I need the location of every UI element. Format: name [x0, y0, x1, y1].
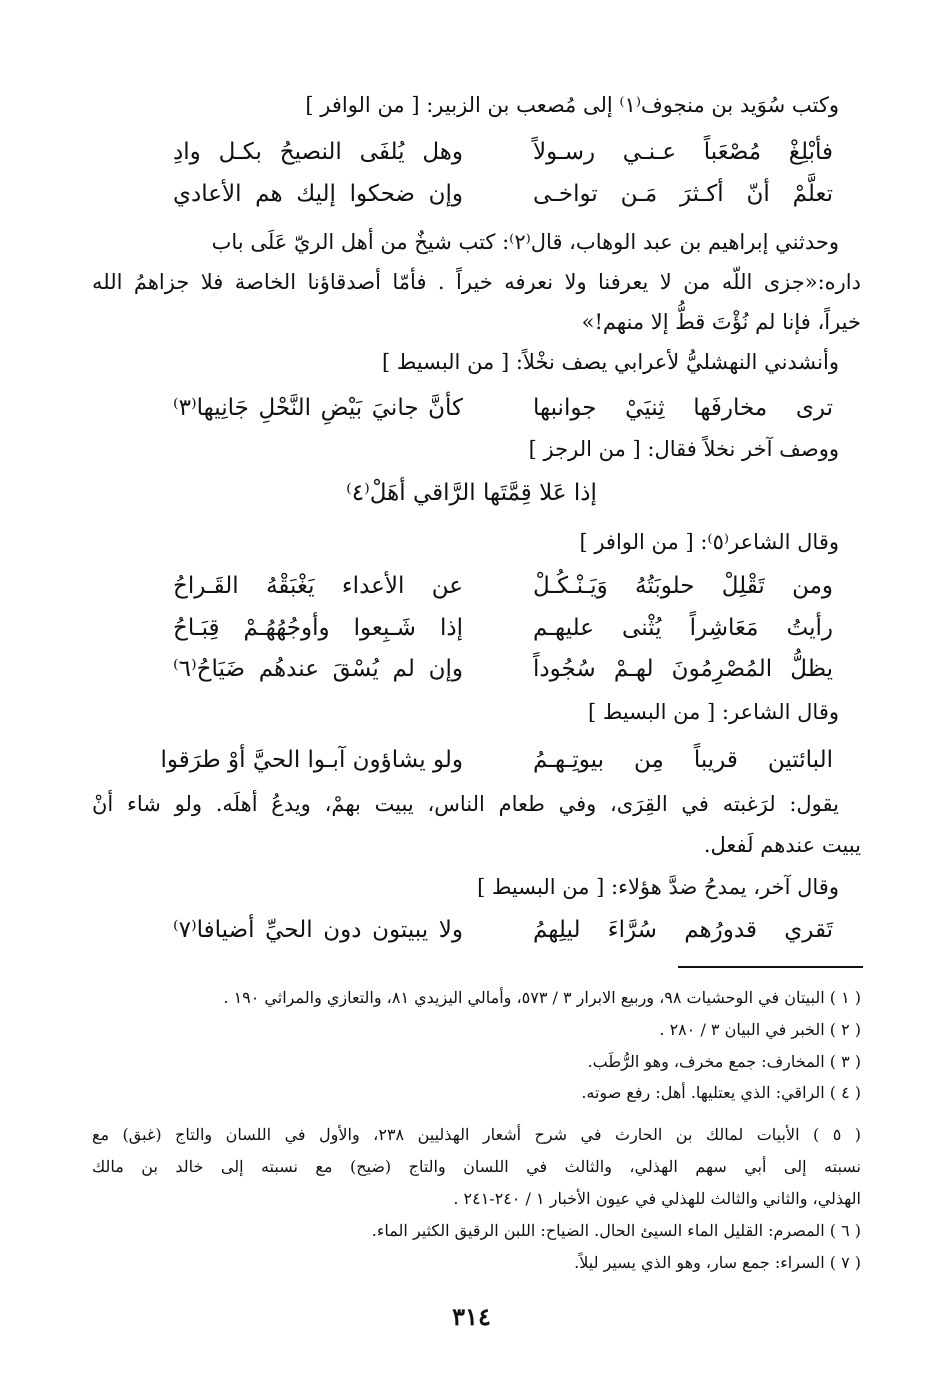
intro-line-5: وقال الشاعر: [ من البسيط ]: [588, 700, 839, 724]
footnote-7: ( ٧ ) السراء: جمع سار، وهو الذي يسير ليلاً.: [574, 1253, 861, 1272]
intro-line-3: ووصف آخر نخلاً فقال: [ من الرجز ]: [528, 437, 839, 461]
page-number: ٣١٤: [452, 1302, 491, 1331]
verse-7-second-hemistich: وإن لم يُسْقَ عندهُم ضَيَاحُ⁽٦⁾: [173, 656, 463, 682]
verse-6-first-hemistich: رأيتُ مَعَاشِراً يُثْنى عليهـم: [533, 615, 833, 641]
verse-8-first-hemistich: البائتين قريباً مِن بيوتِـهـمُ: [533, 747, 833, 773]
verse-1-second-hemistich: وهل يُلفَى النصيحُ بكـل وادِ: [173, 139, 463, 165]
footnote-separator: [678, 966, 863, 968]
verse-9-second-hemistich: ولا يبيتون دون الحيِّ أضيافا⁽٧⁾: [173, 917, 463, 943]
verse-4-rajaz: إذا عَلا قِمَّتَها الرَّاقي أهَلْ⁽٤⁾: [346, 480, 597, 506]
verse-5-second-hemistich: عن الأعداء يَغْبَقْهُ القَـراحُ: [173, 573, 463, 599]
verse-3-second-hemistich: كأنَّ جانيَ بَيْضِ النَّحْلِ جَانِيها⁽٣⁾: [173, 395, 463, 421]
footnote-5-line-1: ( ٥ ) الأبيات لمالك بن الحارث في شرح أشعار الهذليين ٢٣٨، والأول في اللسان والتاج (غبق) مع: [92, 1125, 862, 1144]
footnote-3: ( ٣ ) المخارف: جمع مخرف، وهو الرُّطَب.: [587, 1052, 861, 1071]
verse-2-first-hemistich: تعلَّمْ أنّ أكـثرَ مَـن تواخـى: [533, 181, 833, 207]
intro-line-2: وأنشدني النهشليُّ لأعرابي يصف نخْلاً: [ من البسيط ]: [381, 350, 839, 374]
verse-3-first-hemistich: ترى مخارفَها ثِنيَيْ جوانبها: [533, 395, 833, 421]
prose-line-4: يقول: لرَغبته في القِرَى، وفي طعام الناس، يبيت بهمْ، ويدعُ أهلَه. ولو شاء أنْ: [92, 792, 839, 816]
verse-1-first-hemistich: فأبْلِغْ مُصْعَباً عـنـي رسـولاً: [533, 139, 833, 165]
prose-line-3: خيراً، فإنا لم نُؤْتَ قطُّ إلا منهم!»: [581, 310, 861, 334]
verse-7-first-hemistich: يظلُّ المُصْرِمُونَ لهـمْ سُجُوداً: [533, 656, 833, 682]
intro-line-4: وقال الشاعر⁽٥⁾: [ من الوافر ]: [579, 530, 839, 554]
intro-line-1: وكتب سُوَيد بن منجوف⁽١⁾ إلى مُصعب بن الزبير: [ من الوافر ]: [305, 93, 839, 117]
footnote-6: ( ٦ ) المصرم: القليل الماء السيئ الحال. الضياح: اللبن الرقيق الكثير الماء.: [371, 1221, 861, 1240]
prose-line-5: يبيت عندهم لَفعل.: [703, 833, 861, 857]
verse-8-second-hemistich: ولو يشاؤون آبـوا الحيَّ أوْ طرَقوا: [160, 747, 463, 773]
prose-line-1: وحدثني إبراهيم بن عبد الوهاب، قال⁽٢⁾: كتب شيخٌ من أهل الريّ عَلَى باب: [211, 230, 839, 254]
footnote-5-line-2: نسبته إلى أبي سهم الهذلي، والثالث في اللسان والتاج (ضيح) مع نسبته إلى خالد بن مالك: [92, 1157, 861, 1176]
footnote-5-line-3: الهذلي، والثاني والثالث للهذلي في عيون الأخبار ١ / ٢٤٠-٢٤١ .: [453, 1189, 861, 1208]
footnote-4: ( ٤ ) الراقي: الذي يعتليها. أهل: رفع صوته.: [581, 1083, 861, 1102]
verse-2-second-hemistich: وإن ضحكوا إليك هم الأعادي: [173, 181, 463, 207]
verse-5-first-hemistich: ومن تَقْلِلْ حلوبَتُهُ وَيَـنْـكُـلْ: [533, 573, 833, 599]
footnote-1: ( ١ ) البيتان في الوحشيات ٩٨، وربيع الابرار ٣ / ٥٧٣، وأمالي اليزيدي ٨١، والتعازي والمراثي ١٩٠ .: [223, 988, 861, 1007]
intro-line-6: وقال آخر، يمدحُ ضدَّ هؤلاء: [ من البسيط ]: [477, 875, 839, 899]
verse-9-first-hemistich: تَقري قدورُهم سُرَّاءَ ليلِهمُ: [533, 917, 833, 943]
verse-6-second-hemistich: إذا شَـبِعوا وأوجُهُهُـمْ قِبَـاحُ: [173, 615, 463, 641]
prose-line-2: داره:«جزى اللّه من لا يعرفنا ولا نعرفه خيراً . فأمّا أصدقاؤنا الخاصة فلا جزاهمُ الله: [92, 270, 861, 294]
footnote-2: ( ٢ ) الخبر في البيان ٣ / ٢٨٠ .: [659, 1020, 861, 1039]
